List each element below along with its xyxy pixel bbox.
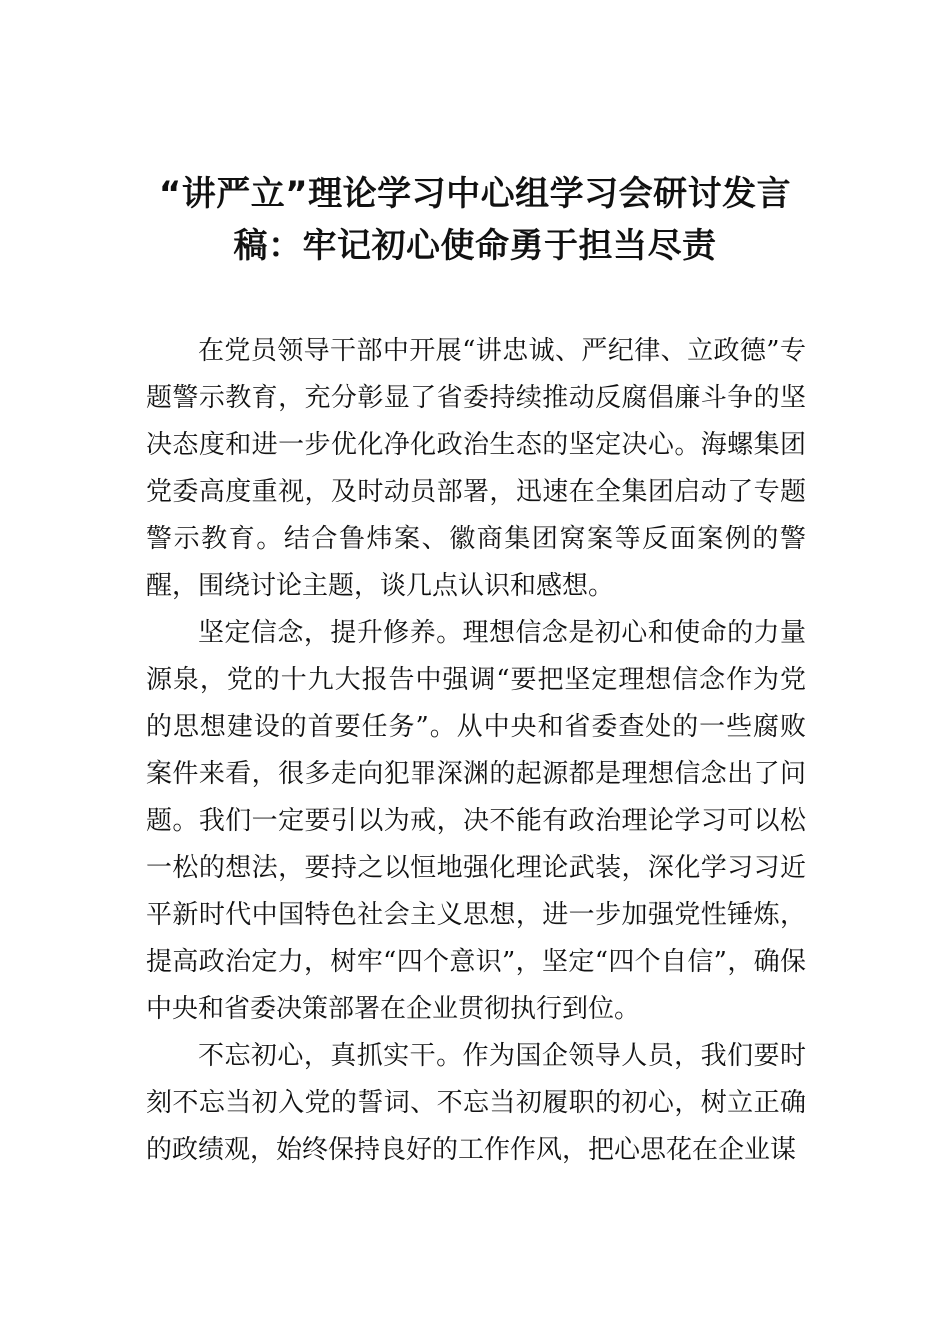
document-title: [140, 168, 810, 272]
paragraph-2: 坚定信念，提升修养。理想信念是初心和使命的力量源泉，党的十九大报告中强调“要把坚定理想信念作为党的思想建设的首要任务”。从中央和省委查处的一些腐败案件来看，很多走向犯罪深渊的起源都是理想信念出了问题。我们一定要引以为戒，决不能有政治理论学习可以松一松的想法，要持之以恒地强化理论武装，深化学习习近平新时代中国特色社会主义思想，进一步加强党性锤炼，提高政治定力，树牢“四个意识”，坚定“四个自信”，确保中央和省委决策部署在企业贯彻执行到位。: [146, 618, 806, 1024]
title-line-1: “讲严立”理论学习中心组学习会研讨发言: [158, 174, 792, 214]
paragraph-3: 不忘初心，真抓实干。作为国企领导人员，我们要时刻不忘当初入党的誓词、不忘当初履职的初心，树立正确的政绩观，始终保持良好的工作作风，把心思花在企业谋: [146, 1041, 806, 1165]
document-body: [146, 328, 806, 1174]
title-line-2: 稿：牢记初心使命勇于担当尽责: [233, 226, 717, 266]
paragraph-1: 在党员领导干部中开展“讲忠诚、严纪律、立政德”专题警示教育，充分彰显了省委持续推动反腐倡廉斗争的坚决态度和进一步优化净化政治生态的坚定决心。海螺集团党委高度重视，及时动员部署，迅速在全集团启动了专题警示教育。结合鲁炜案、徽商集团窝案等反面案例的警醒，围绕讨论主题，谈几点认识和感想。: [146, 336, 806, 601]
